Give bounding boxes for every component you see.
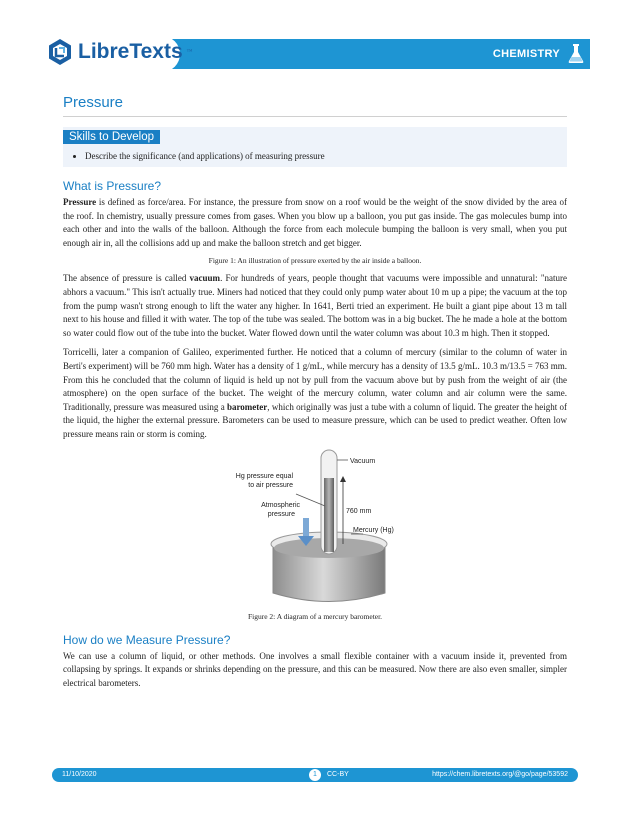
atmospheric-arrow-shaft — [303, 518, 309, 536]
page-title: Pressure — [63, 94, 567, 117]
height-arrow-head — [340, 476, 346, 482]
logo[interactable] — [46, 38, 193, 66]
skills-item: • Describe the significance (and applications) of measuring pressure — [85, 151, 567, 161]
figure2-caption: Figure 2: A diagram of a mercury barometer. — [247, 611, 383, 621]
logo-tm: ™ — [186, 49, 193, 55]
label-atm-line1: Atmospheric — [261, 501, 300, 509]
paragraph-text: The absence of pressure is called — [63, 273, 190, 284]
section-heading-measure-pressure: How do we Measure Pressure? — [63, 632, 231, 647]
paragraph-vacuum — [63, 272, 567, 340]
header — [0, 36, 630, 72]
libretexts-logo-icon — [46, 38, 74, 66]
paragraph-text: is defined as force/area. For instance, the pressure from snow on a roof would be the weight of the snow divided by the area of the roof. In chemistry, usually pressure comes from gases. When you blow up a balloon, you put gas inside. The gas molecules bump into each other and into the walls of the balloon. Although the force from each molecule bumping the balloon is very small, when you put enough air in, all the collisions add up and make the balloon stretch and get bigger. — [63, 197, 567, 248]
footer-page-number: 1 — [309, 769, 321, 781]
term-barometer: barometer — [226, 401, 268, 412]
barometer-figure — [63, 448, 567, 606]
label-vacuum: Vacuum — [350, 457, 376, 465]
footer — [52, 768, 578, 782]
logo-text: LibreTexts — [78, 40, 183, 63]
term-pressure: Pressure — [63, 197, 97, 207]
label-mercury: Mercury (Hg) — [353, 526, 394, 534]
mercury-column — [324, 478, 334, 552]
label-hg-line2: to air pressure — [248, 481, 293, 489]
skills-label: Skills to Develop — [63, 130, 160, 144]
label-760-mm: 760 mm — [346, 507, 372, 515]
paragraph-pressure-definition — [63, 196, 567, 250]
paragraph-text: , which originally was just a tube with a column of liquid. The greater the height of the liquid, the higher the external pressure. Barometers can be used to measure pressure, which can be used to predict weather. Often low pressure means rain or storm is coming. — [63, 401, 567, 439]
section-heading-what-is-pressure: What is Pressure? — [63, 179, 162, 193]
paragraph-measure: We can use a column of liquid, or other methods. One involves a small flexible container with a vacuum inside it, prevented from collapsing by springs. It expands or shrinks depending on the pressure, and this can be measured. Now there are also even smaller, simpler electrical barometers. — [63, 650, 567, 688]
paragraph-text: Torricelli, later a companion of Galileo, experimented further. He noticed that a column of mercury (similar to the column of water in Berti's experiment) will be 760 mm high. Water has a density of 1 g/mL, while mercury has a density of 13.5 g/mL. 10.3 m/13.5 = 763 mm. From this he concluded that the column of liquid is held up not by pull from the vacuum above but by push from the weight of air (the atmosphere) on the open surface of the bucket. The weight of the mercury column, water column and air column were the same. Traditionally, pressure was measured using a — [63, 347, 567, 412]
footer-date: 11/10/2020 — [62, 771, 97, 778]
skills-list — [63, 151, 567, 161]
label-atm-line2: pressure — [267, 510, 295, 518]
label-hg-line1: Hg pressure equal — [235, 472, 293, 480]
subject-label: CHEMISTRY — [492, 48, 560, 60]
paragraph-torricelli — [63, 346, 567, 441]
term-vacuum: vacuum — [189, 273, 221, 284]
footer-url-link[interactable]: https://chem.libretexts.org/@go/page/53592 — [432, 771, 568, 778]
figure1-caption: Figure 1: An illustration of pressure exerted by the air inside a balloon. — [208, 256, 422, 266]
barometer-diagram — [63, 448, 567, 606]
skills-box — [63, 127, 567, 167]
footer-license: CC-BY — [327, 771, 349, 778]
main-content — [63, 90, 567, 696]
flask-icon — [568, 44, 584, 64]
paragraph-text: . For hundreds of years, people thought that vacuums were impossible and unnatural: "nature abhors a vacuum." This isn't actually true. Miners had noticed that they could only pump water about 10 m up a pipe; the vacuum at the top from the pump wasn't strong enough to lift the water any higher. In 1641, Berti tried an experiment. He built a giant pipe about 13 m tall next to his house and filled it with water. The top of the tube was sealed. The bottom was in a big bucket. The he made a hole at the bottom so water could flow out of the tube into the bucket. Water flowed down until the water column was about 10.3 m high. Then it stopped. — [63, 273, 568, 338]
